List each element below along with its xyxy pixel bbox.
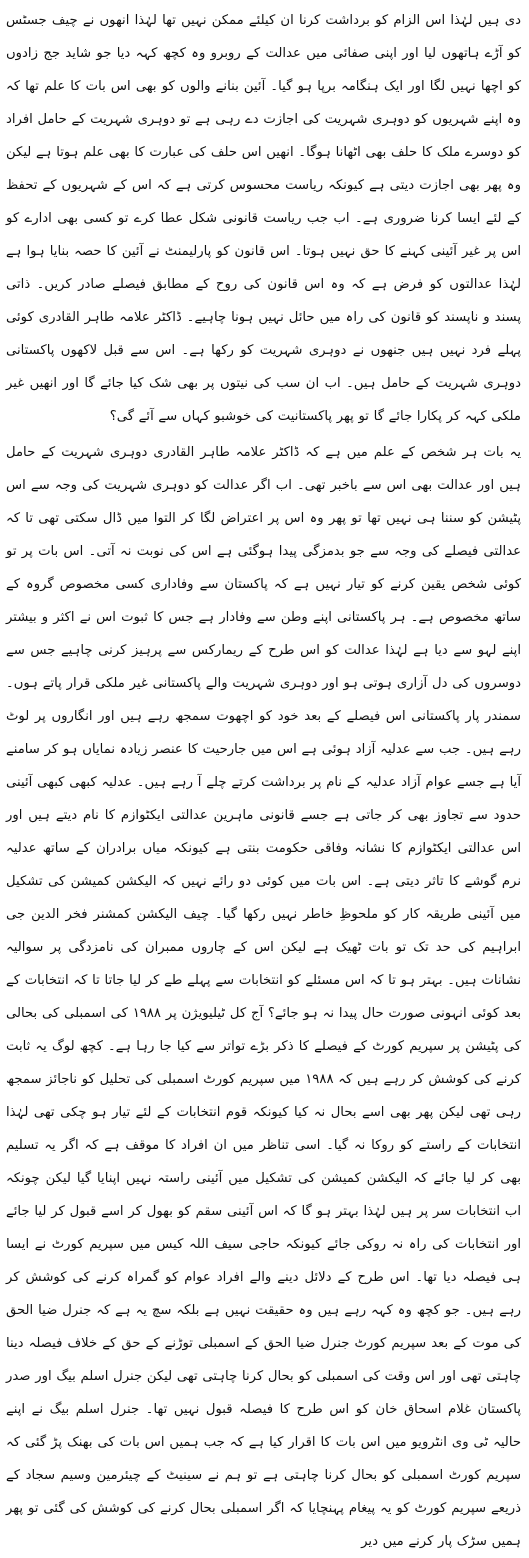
article-paragraph-2: یہ بات ہر شخص کے علم میں ہے کہ ڈاکٹر علامہ طاہر القادری دوہری شہریت کے حامل ہیں اور عدالت بھی اس سے باخبر تھی۔ اب اگر عدالت کو دوہری شہریت کی وجہ سے اس پٹیشن کو سننا ہی نہیں تھا تو پھر وہ اس پر اعتراض لگا کر التوا میں ڈال سکتی تھی تا کہ عدالتی فیصلے کی وجہ سے جو بدمزگی پیدا ہوگئی ہے اس کی نوبت نہ آتی۔ اس بات پر تو کوئی شخص یقین کرنے کو تیار نہیں ہے کہ پاکستان سے وفاداری کسی مخصوص گروہ کے ساتھ مخصوص ہے۔ ہر پاکستانی اپنے وطن سے وفادار ہے جس کا ثبوت اس نے اکثر و بیشتر اپنے لہو سے دیا ہے لہٰذا عدالت کو اس طرح کے ریمارکس سے پرہیز کرنی چاہیے جس سے دوسروں کی دل آزاری ہوتی ہو اور دوہری شہریت والے پاکستانی غیر ملکی قرار پاتے ہوں۔ سمندر پار پاکستانی اس فیصلے کے بعد خود کو اچھوت سمجھ رہے ہیں اور انگاروں پر لوٹ رہے ہیں۔ جب سے عدلیہ آزاد ہوئی ہے اس میں جارحیت کا عنصر زیادہ نمایاں ہو کر سامنے آیا ہے جسے عوام آزاد عدلیہ کے نام پر برداشت کرتے چلے آ رہے ہیں۔ عدلیہ کبھی کبھی آئینی حدود سے تجاوز بھی کر جاتی ہے جسے قانونی ماہرین عدالتی ایکٹوازم کا نام دیتے ہیں اور اس عدالتی ایکٹوازم کا نشانہ وفاقی حکومت بنتی ہے کیونکہ میاں برادران کے ساتھ عدلیہ نرم گوشے کا تاثر دیتی ہے۔ اس بات میں کوئی دو رائے نہیں کہ الیکشن کمیشن کی تشکیل میں آئینی طریقہ کار کو ملحوظِ خاطر نہیں رکھا گیا۔ چیف الیکشن کمشنر فخر الدین جی ابراہیم کی حد تک تو بات ٹھیک ہے لیکن اس کے چاروں ممبران کی نامزدگی پر سوالیہ نشانات ہیں۔ بہتر ہو تا کہ اس مسئلے کو انتخابات سے پہلے طے کر لیا جاتا تا کہ انتخابات کے بعد کوئی انہونی صورت حال پیدا نہ ہو جائے؟ آج کل ٹیلیویژن پر ۱۹۸۸ کی اسمبلی کی بحالی کی پٹیشن پر سپریم کورٹ کے فیصلے کا ذکر بڑے تواتر سے کیا جا رہا ہے۔ کچھ لوگ یہ ثابت کرنے کی کوشش کر رہے ہیں کہ ۱۹۸۸ میں سپریم کورٹ اسمبلی کی تحلیل کو ناجائز سمجھ رہی تھی لیکن پھر بھی اسے بحال نہ کیا کیونکہ قوم انتخابات کے لئے تیار ہو چکی تھی لہٰذا انتخابات کے راستے کو روکا نہ گیا۔ اسی تناظر میں ان افراد کا موقف ہے کہ اگر یہ تسلیم بھی کر لیا جائے کہ الیکشن کمیشن کی تشکیل میں آئینی راستہ نہیں اپنایا گیا لیکن چونکہ اب انتخابات سر پر ہیں لہٰذا بہتر ہو گا کہ اس آئینی سقم کو بھول کر اسے قبول کر لیا جائے اور انتخابات کی راہ نہ روکی جائے کیونکہ حاجی سیف اللہ کیس میں سپریم کورٹ نے ایسا ہی فیصلہ دیا تھا۔ اس طرح کے دلائل دینے والے افراد عوام کو گمراہ کرنے کی کوشش کر رہے ہیں۔ جو کچھ وہ کہہ رہے ہیں وہ حقیقت نہیں ہے بلکہ سچ یہ ہے کہ جنرل ضیا الحق کی موت کے بعد سپریم کورٹ جنرل ضیا الحق کے اسمبلی توڑنے کے حق کے خلاف فیصلہ دینا چاہتی تھی اور اس وقت کی اسمبلی کو بحال کرنا چاہتی تھی لیکن جنرل اسلم بیگ اور صدر پاکستان غلام اسحاق خان کو اس طرح کا فیصلہ قبول نہیں تھا۔ جنرل اسلم بیگ نے اپنے حالیہ ٹی وی انٹرویو میں اس بات کا اقرار کیا ہے کہ جب ہمیں اس بات کی بھنک پڑ گئی کہ سپریم کورٹ اسمبلی کو بحال کرنا چاہتی ہے تو ہم نے سینیٹ کے چیئرمین وسیم سجاد کے ذریعے سپریم کورٹ کو یہ پیغام پہنچایا کہ اگر اسمبلی بحال کرنے کی کوشش کی گئی تو پھر ہمیں سڑک پار کرنے میں دیر [6, 445, 521, 1549]
article-paragraph-1: دی ہیں لہٰذا اس الزام کو برداشت کرنا ان کیلئے ممکن نہیں تھا لہٰذا انھوں نے چیف جسٹس کو آڑے ہاتھوں لیا اور اپنی صفائی میں عدالت کے روبرو وہ کچھ کہہ دیا جو شاید جج زادوں کو اچھا نہیں لگا اور ایک ہنگامہ برپا ہو گیا۔ آئین بنانے والوں کو بھی اس بات کا علم تھا کہ وہ اپنے شہریوں کو دوہری شہریت کی اجازت دے رہی ہے تو دوہری شہریت کے حامل افراد کو دوسرے ملک کا حلف بھی اٹھانا ہوگا۔ انھیں اس حلف کی عبارت کا بھی علم ہوتا ہے لیکن وہ پھر بھی اجازت دیتی ہے کیونکہ ریاست محسوس کرتی ہے کہ اس کے شہریوں کے تحفظ کے لئے ایسا کرنا ضروری ہے۔ اب جب ریاست قانونی شکل عطا کرے تو کسی بھی ادارے کو اس پر غیر آئینی کہنے کا حق نہیں ہوتا۔ اس قانون کو پارلیمنٹ نے آئین کا حصہ بنایا ہوا ہے لہٰذا عدالتوں کو فرض ہے کہ وہ اس قانون کی روح کے مطابق فیصلے صادر کریں۔ ذاتی پسند و ناپسند کو قانون کی راہ میں حائل نہیں ہونا چاہیے۔ ڈاکٹر علامہ طاہر القادری کوئی پہلے فرد نہیں ہیں جنھوں نے دوہری شہریت کو رکھا ہے۔ اس سے قبل لاکھوں پاکستانی دوہری شہریت کے حامل ہیں۔ اب ان سب کی نیتوں پر بھی شک کیا جائے گا اور انھیں غیر ملکی کہہ کر پکارا جائے گا تو پھر پاکستانیت کی خوشبو کہاں سے آئے گی؟ [6, 13, 521, 424]
